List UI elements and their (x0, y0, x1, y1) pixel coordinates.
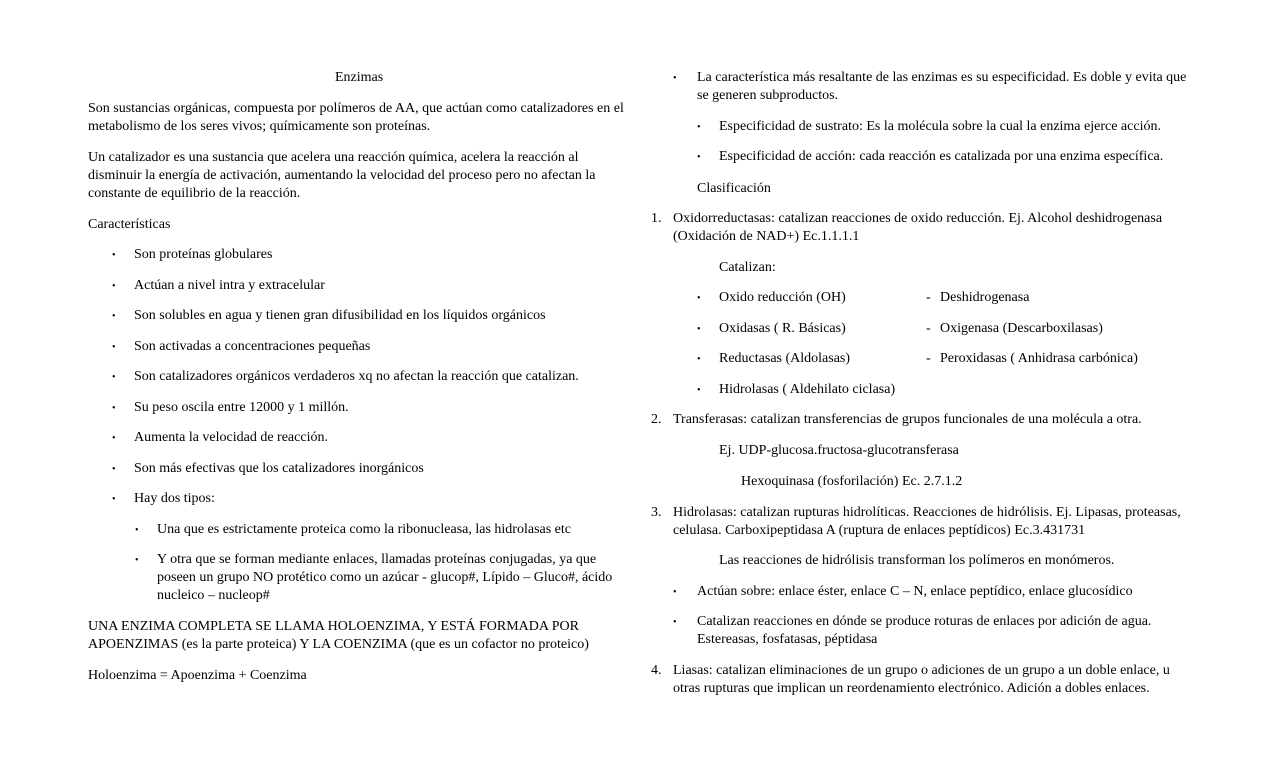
bullet-icon: • (697, 385, 701, 396)
sub-list-item-line: nucleico – nucleop# (157, 588, 270, 603)
sub-list-item: Una que es estrictamente proteica como la ribonucleasa, las hidrolasas etc (157, 522, 571, 537)
list-item: Hay dos tipos: (134, 491, 215, 506)
enzyme-name: Peroxidasas ( Anhidrasa carbónica) (940, 351, 1138, 366)
list-item: Su peso oscila entre 12000 y 1 millón. (134, 400, 349, 415)
list-item: Aumenta la velocidad de reacción. (134, 430, 328, 445)
bullet-icon: • (673, 617, 677, 628)
sub-list-item-line: Y otra que se forman mediante enlaces, llamadas proteínas conjugadas, ya que (157, 552, 597, 567)
dash-separator: - (926, 351, 931, 366)
dash-separator: - (926, 290, 931, 305)
list-item: Son más efectivas que los catalizadores inorgánicos (134, 461, 424, 476)
bullet-icon: • (112, 342, 116, 353)
list-number: 2. (651, 412, 662, 427)
bullet-icon: • (112, 403, 116, 414)
bullet-icon: • (112, 464, 116, 475)
list-item: Actúan a nivel intra y extracelular (134, 278, 325, 293)
intro-paragraph-line: Son sustancias orgánicas, compuesta por polímeros de AA, que actúan como catalizadores en el (88, 101, 624, 116)
bullet-icon: • (697, 152, 701, 163)
numbered-item-line: otras rupturas que implican un reordenamiento electrónico. Adición a dobles enlaces. (673, 681, 1150, 696)
enzyme-name: Deshidrogenasa (940, 290, 1030, 305)
list-item: Son proteínas globulares (134, 247, 273, 262)
page-title: Enzimas (335, 70, 384, 85)
bullet-icon: • (112, 250, 116, 261)
numbered-item-line: Liasas: catalizan eliminaciones de un grupo o adiciones de un grupo a un doble enlace, u (673, 663, 1170, 678)
example-line: Ej. UDP-glucosa.fructosa-glucotransferasa (719, 443, 959, 458)
holoenzyme-formula: Holoenzima = Apoenzima + Coenzima (88, 668, 307, 683)
bullet-icon: • (673, 73, 677, 84)
bullet-icon: • (112, 433, 116, 444)
list-item: Son solubles en agua y tienen gran difusibilidad en los líquidos orgánicos (134, 308, 546, 323)
catalyst-paragraph-line: Un catalizador es una sustancia que acelera una reacción química, acelera la reacción al (88, 150, 579, 165)
bullet-icon: • (112, 311, 116, 322)
section-heading: Características (88, 217, 171, 232)
hydrolysis-note: Las reacciones de hidrólisis transforman los polímeros en monómeros. (719, 553, 1115, 568)
intro-paragraph-line: metabolismo de los seres vivos; químicamente son proteínas. (88, 119, 431, 134)
list-item-line: Estereasas, fosfatasas, péptidasa (697, 632, 878, 647)
bullet-icon: • (697, 122, 701, 133)
numbered-item-line: Transferasas: catalizan transferencias de grupos funcionales de una molécula a otra. (673, 412, 1142, 427)
holoenzyme-paragraph-line: APOENZIMAS (es la parte proteica) Y LA COENZIMA (que es un cofactor no proteico) (88, 637, 589, 652)
reaction-type: Reductasas (Aldolasas) (719, 351, 851, 366)
bullet-icon: • (135, 525, 139, 536)
bullet-icon: • (697, 354, 701, 365)
list-item: Son catalizadores orgánicos verdaderos xq no afectan la reacción que catalizan. (134, 369, 579, 384)
bullet-icon: • (673, 587, 677, 598)
bullet-icon: • (112, 494, 116, 505)
bullet-icon: • (135, 555, 139, 566)
catalyst-paragraph-line: disminuir la energía de activación, aumentando la velocidad del proceso pero no afectan la (88, 168, 596, 183)
list-item: Son activadas a concentraciones pequeñas (134, 339, 371, 354)
specificity-paragraph-line: se generen subproductos. (697, 88, 839, 103)
sub-list-item-line: poseen un grupo NO protético como un azúcar - glucop#, Lípido – Gluco#, ácido (157, 570, 613, 585)
catalizan-label: Catalizan: (719, 260, 776, 275)
list-number: 1. (651, 211, 662, 226)
bullet-icon: • (112, 372, 116, 383)
enzyme-name: Oxigenasa (Descarboxilasas) (940, 321, 1103, 336)
bullet-icon: • (697, 293, 701, 304)
bullet-icon: • (697, 324, 701, 335)
list-number: 4. (651, 663, 662, 678)
reaction-type: Hidrolasas ( Aldehilato ciclasa) (719, 382, 896, 397)
numbered-item-line: Oxidorreductasas: catalizan reacciones de oxido reducción. Ej. Alcohol deshidrogenasa (673, 211, 1163, 226)
dash-separator: - (926, 321, 931, 336)
list-number: 3. (651, 505, 662, 520)
numbered-item-line: Hidrolasas: catalizan rupturas hidrolíticas. Reacciones de hidrólisis. Ej. Lipasas, proteasas, (673, 505, 1181, 520)
bullet-icon: • (112, 281, 116, 292)
list-item-line: Catalizan reacciones en dónde se produce roturas de enlaces por adición de agua. (697, 614, 1152, 629)
list-item: Especificidad de sustrato: Es la molécula sobre la cual la enzima ejerce acción. (719, 119, 1161, 134)
reaction-type: Oxido reducción (OH) (719, 290, 846, 305)
holoenzyme-paragraph-line: UNA ENZIMA COMPLETA SE LLAMA HOLOENZIMA, Y ESTÁ FORMADA POR (88, 619, 579, 634)
example-line: Hexoquinasa (fosforilación) Ec. 2.7.1.2 (741, 474, 963, 489)
list-item: Actúan sobre: enlace éster, enlace C – N, enlace peptídico, enlace glucosídico (697, 584, 1133, 599)
numbered-item-line: celulasa. Carboxipeptidasa A (ruptura de enlaces peptídicos) Ec.3.431731 (673, 523, 1086, 538)
reaction-type: Oxidasas ( R. Básicas) (719, 321, 846, 336)
section-heading: Clasificación (697, 181, 771, 196)
specificity-paragraph-line: La característica más resaltante de las enzimas es su especificidad. Es doble y evita que (697, 70, 1187, 85)
list-item: Especificidad de acción: cada reacción es catalizada por una enzima específica. (719, 149, 1164, 164)
catalyst-paragraph-line: constante de equilibrio de la reacción. (88, 186, 301, 201)
numbered-item-line: (Oxidación de NAD+) Ec.1.1.1.1 (673, 229, 860, 244)
